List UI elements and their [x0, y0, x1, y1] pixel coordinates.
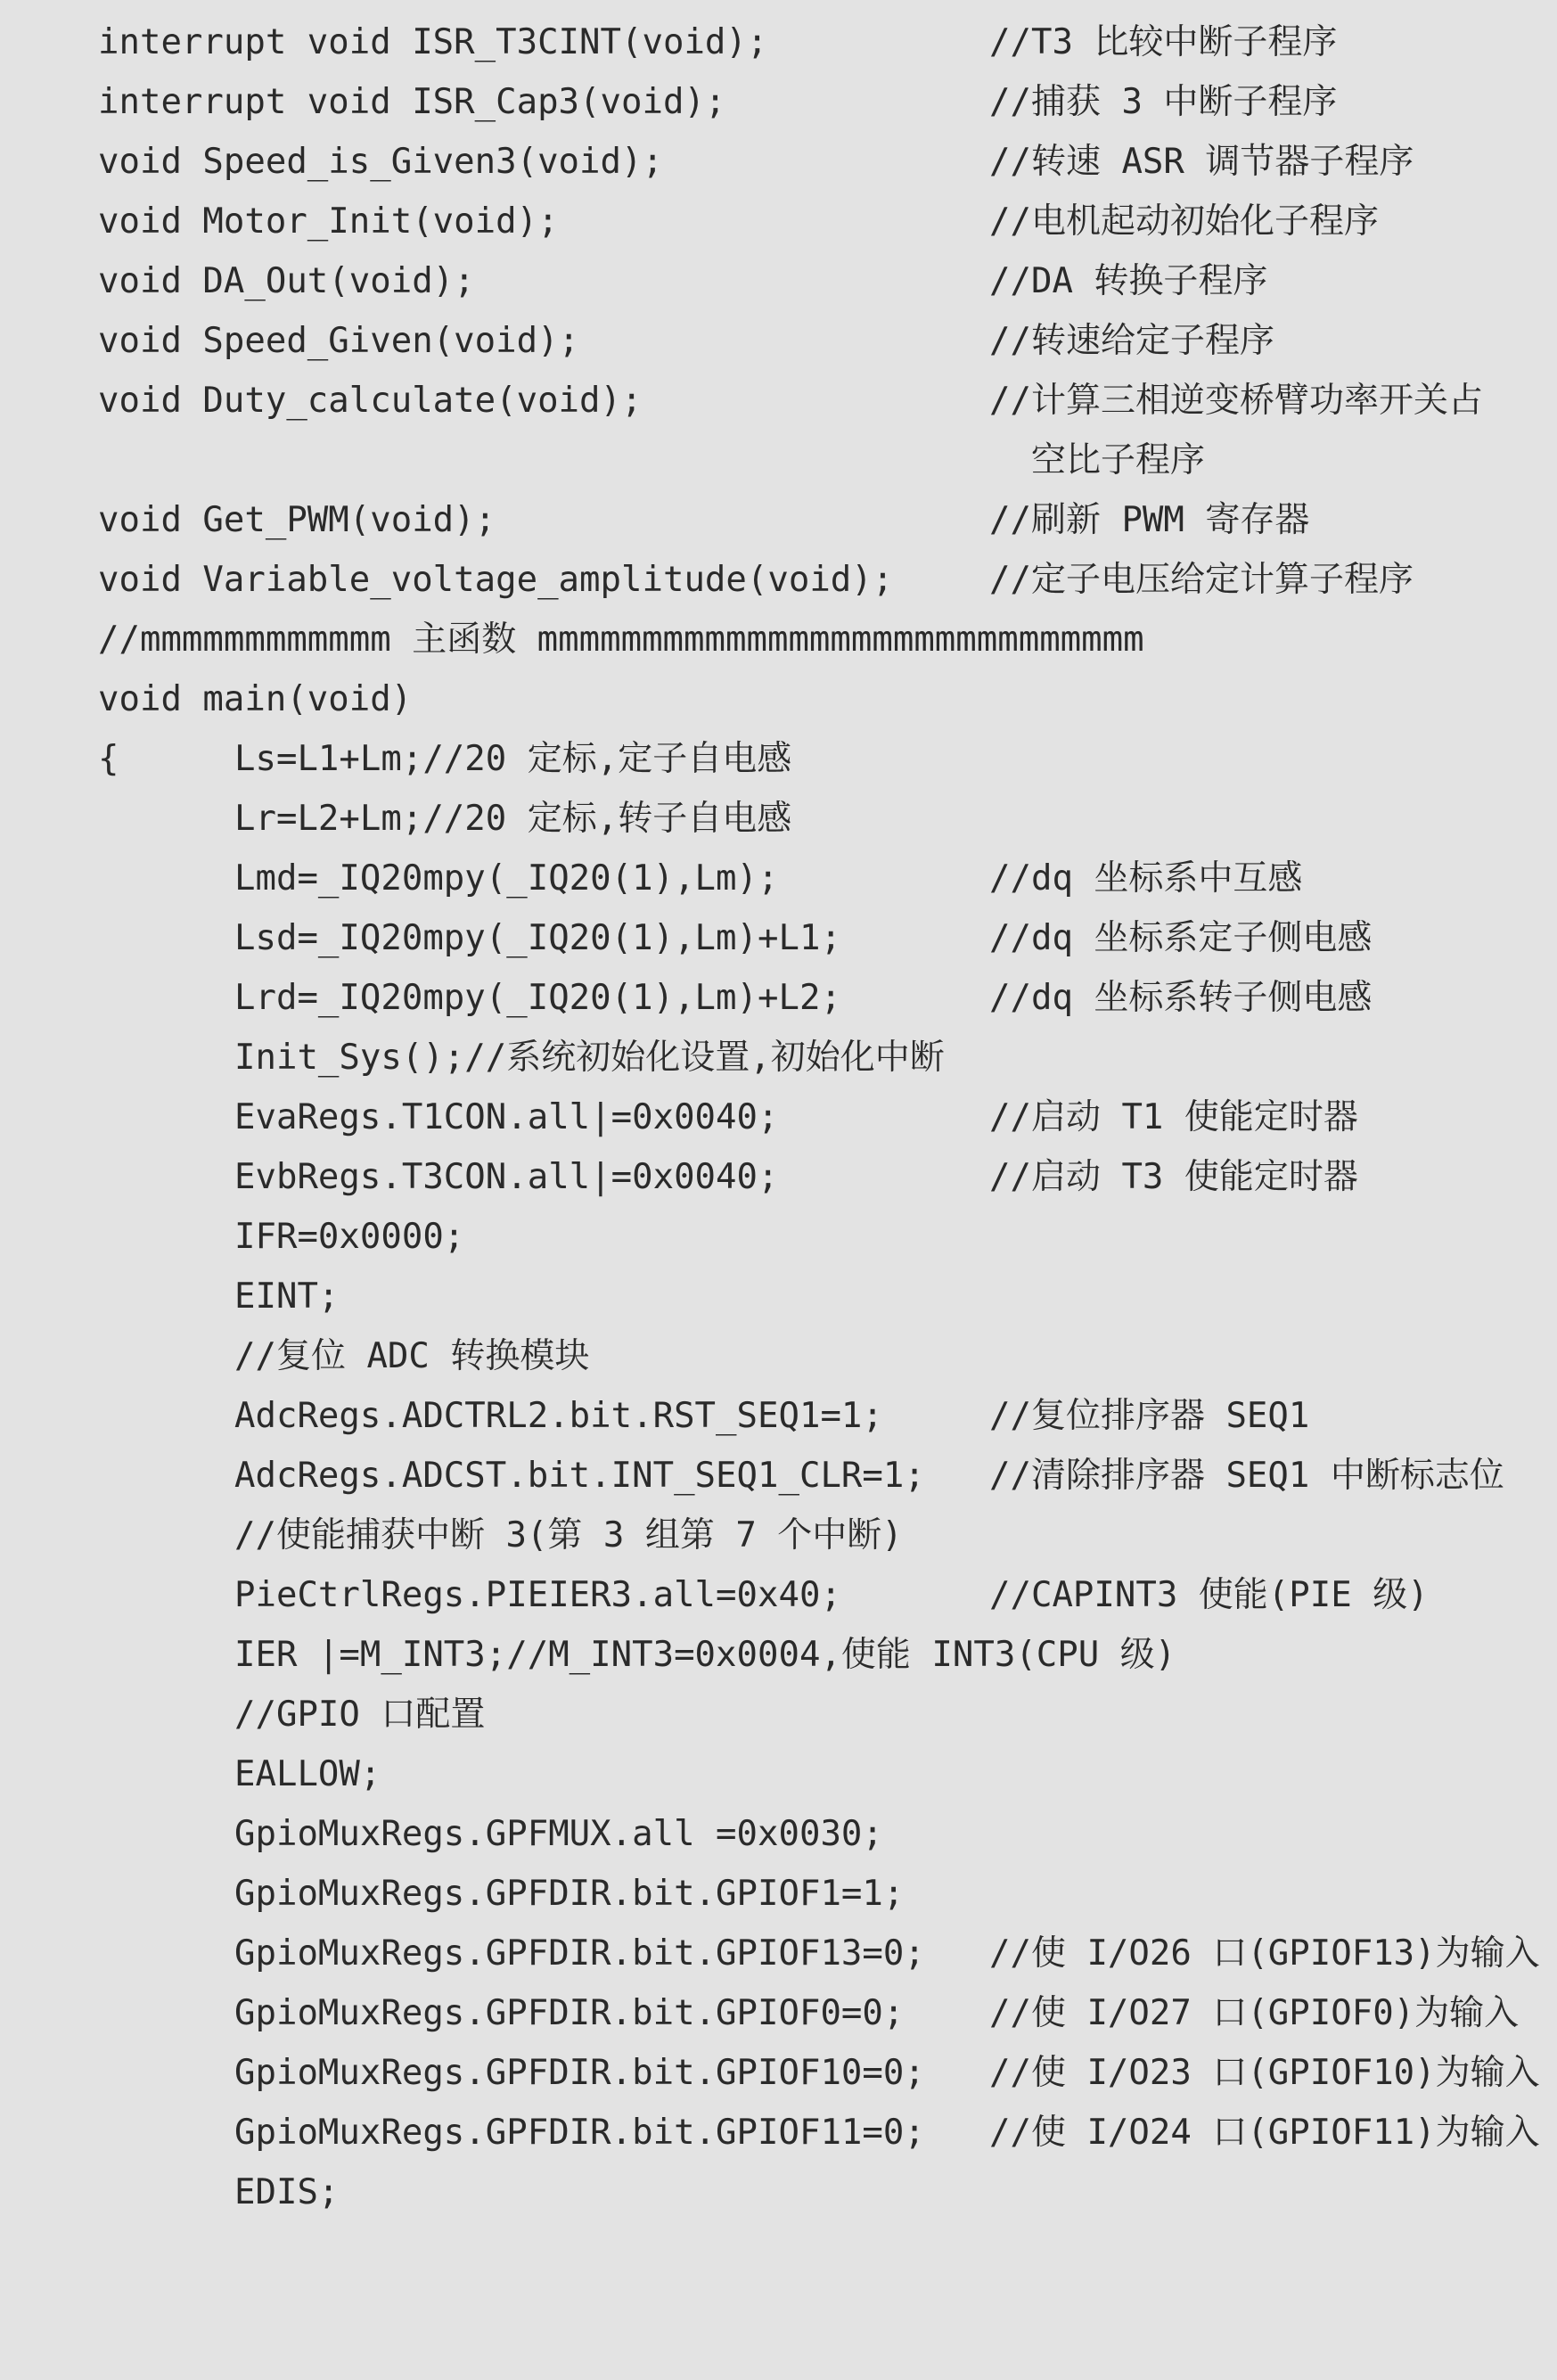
code-text: void Speed_is_Given3(void);	[98, 142, 663, 182]
code-line	[0, 554, 1557, 607]
code-line	[0, 195, 1557, 249]
code-line	[0, 1330, 1557, 1383]
code-text: AdcRegs.ADCTRL2.bit.RST_SEQ1=1;	[234, 1396, 883, 1436]
code-line	[0, 434, 1557, 488]
code-line	[0, 2166, 1557, 2220]
code-comment: //刷新 PWM 寄存器	[989, 500, 1310, 540]
code-comment: //使 I/O23 口(GPIOF10)为输入	[989, 2053, 1540, 2093]
code-line	[0, 1629, 1557, 1682]
code-line	[0, 613, 1557, 667]
code-text: Lmd=_IQ20mpy(_IQ20(1),Lm);	[234, 858, 779, 899]
code-text: interrupt void ISR_Cap3(void);	[98, 82, 726, 122]
code-comment: //启动 T1 使能定时器	[989, 1097, 1358, 1137]
code-line	[0, 2106, 1557, 2160]
code-comment: //使 I/O27 口(GPIOF0)为输入	[989, 1993, 1520, 2033]
code-text: Lsd=_IQ20mpy(_IQ20(1),Lm)+L1;	[234, 918, 841, 958]
code-text: void Variable_voltage_amplitude(void);	[98, 560, 894, 600]
code-comment: //启动 T3 使能定时器	[989, 1157, 1358, 1197]
code-comment: //转速给定子程序	[989, 321, 1274, 361]
code-text: void Motor_Init(void);	[98, 201, 559, 242]
code-line	[0, 792, 1557, 846]
code-line	[0, 76, 1557, 129]
code-text: GpioMuxRegs.GPFDIR.bit.GPIOF11=0;	[234, 2113, 925, 2153]
code-line	[0, 1748, 1557, 1801]
code-text: //复位 ADC 转换模块	[234, 1336, 590, 1376]
code-text: EINT;	[234, 1276, 340, 1317]
code-line	[0, 673, 1557, 726]
open-brace: {	[98, 739, 119, 779]
code-line	[0, 1867, 1557, 1921]
code-comment: //定子电压给定计算子程序	[989, 560, 1414, 600]
code-text: void main(void)	[98, 679, 413, 719]
code-line	[0, 1927, 1557, 1981]
code-line	[0, 1808, 1557, 1861]
code-comment: //转速 ASR 调节器子程序	[989, 142, 1414, 182]
code-text: EvbRegs.T3CON.all|=0x0040;	[234, 1157, 779, 1197]
code-comment: //DA 转换子程序	[989, 261, 1268, 301]
code-comment: 空比子程序	[989, 440, 1205, 480]
code-text: void DA_Out(void);	[98, 261, 475, 301]
code-text: IFR=0x0000;	[234, 1217, 465, 1257]
code-line	[0, 852, 1557, 906]
code-line	[0, 1688, 1557, 1742]
code-text: GpioMuxRegs.GPFDIR.bit.GPIOF10=0;	[234, 2053, 925, 2093]
code-text: GpioMuxRegs.GPFDIR.bit.GPIOF0=0;	[234, 1993, 905, 2033]
code-comment: //捕获 3 中断子程序	[989, 82, 1338, 122]
code-line	[0, 374, 1557, 428]
code-text: Lr=L2+Lm;//20 定标,转子自电感	[234, 799, 792, 839]
code-text: AdcRegs.ADCST.bit.INT_SEQ1_CLR=1;	[234, 1456, 925, 1496]
code-comment: //电机起动初始化子程序	[989, 201, 1379, 242]
code-line	[0, 135, 1557, 189]
code-comment: //清除排序器 SEQ1 中断标志位	[989, 1456, 1504, 1496]
code-text: Ls=L1+Lm;//20 定标,定子自电感	[234, 739, 792, 779]
code-text: GpioMuxRegs.GPFDIR.bit.GPIOF13=0;	[234, 1933, 925, 1974]
code-comment: //复位排序器 SEQ1	[989, 1396, 1310, 1436]
code-comment: //dq 坐标系定子侧电感	[989, 918, 1373, 958]
code-line	[0, 1390, 1557, 1443]
code-line	[0, 1151, 1557, 1204]
code-text: void Duty_calculate(void);	[98, 381, 643, 421]
code-line	[0, 972, 1557, 1025]
code-comment: //dq 坐标系中互感	[989, 858, 1303, 899]
code-line	[0, 494, 1557, 547]
code-text: void Speed_Given(void);	[98, 321, 580, 361]
code-text: EALLOW;	[234, 1754, 381, 1794]
code-text: interrupt void ISR_T3CINT(void);	[98, 22, 768, 62]
code-comment: //使 I/O24 口(GPIOF11)为输入	[989, 2113, 1540, 2153]
code-line	[0, 1569, 1557, 1622]
code-comment: //dq 坐标系转子侧电感	[989, 978, 1373, 1018]
code-comment: //CAPINT3 使能(PIE 级)	[989, 1575, 1429, 1615]
code-line	[0, 912, 1557, 965]
code-text: IER |=M_INT3;//M_INT3=0x0004,使能 INT3(CPU 级)	[234, 1635, 1176, 1675]
code-line	[0, 1270, 1557, 1324]
code-text: Init_Sys();//系统初始化设置,初始化中断	[234, 1038, 945, 1078]
code-comment: //计算三相逆变桥臂功率开关占	[989, 381, 1483, 421]
code-text: EvaRegs.T1CON.all|=0x0040;	[234, 1097, 779, 1137]
code-line	[0, 1211, 1557, 1264]
code-text: //使能捕获中断 3(第 3 组第 7 个中断)	[234, 1515, 903, 1555]
code-comment: //T3 比较中断子程序	[989, 22, 1338, 62]
code-text: //mmmmmmmmmmmm 主函数 mmmmmmmmmmmmmmmmmmmmmmmmmmmmm	[98, 620, 1144, 660]
code-line	[0, 1509, 1557, 1563]
code-line	[0, 733, 1557, 786]
code-line	[0, 1449, 1557, 1503]
code-line	[0, 1091, 1557, 1145]
code-text: EDIS;	[234, 2172, 340, 2212]
code-text: PieCtrlRegs.PIEIER3.all=0x40;	[234, 1575, 841, 1615]
code-line	[0, 315, 1557, 368]
code-text: GpioMuxRegs.GPFDIR.bit.GPIOF1=1;	[234, 1874, 905, 1914]
code-line	[0, 16, 1557, 70]
code-text: GpioMuxRegs.GPFMUX.all =0x0030;	[234, 1814, 883, 1854]
code-line	[0, 255, 1557, 308]
code-line	[0, 2047, 1557, 2100]
code-text: Lrd=_IQ20mpy(_IQ20(1),Lm)+L2;	[234, 978, 841, 1018]
code-text: //GPIO 口配置	[234, 1695, 486, 1735]
code-line	[0, 1987, 1557, 2040]
code-comment: //使 I/O26 口(GPIOF13)为输入	[989, 1933, 1540, 1974]
code-text: void Get_PWM(void);	[98, 500, 496, 540]
code-line	[0, 1031, 1557, 1085]
